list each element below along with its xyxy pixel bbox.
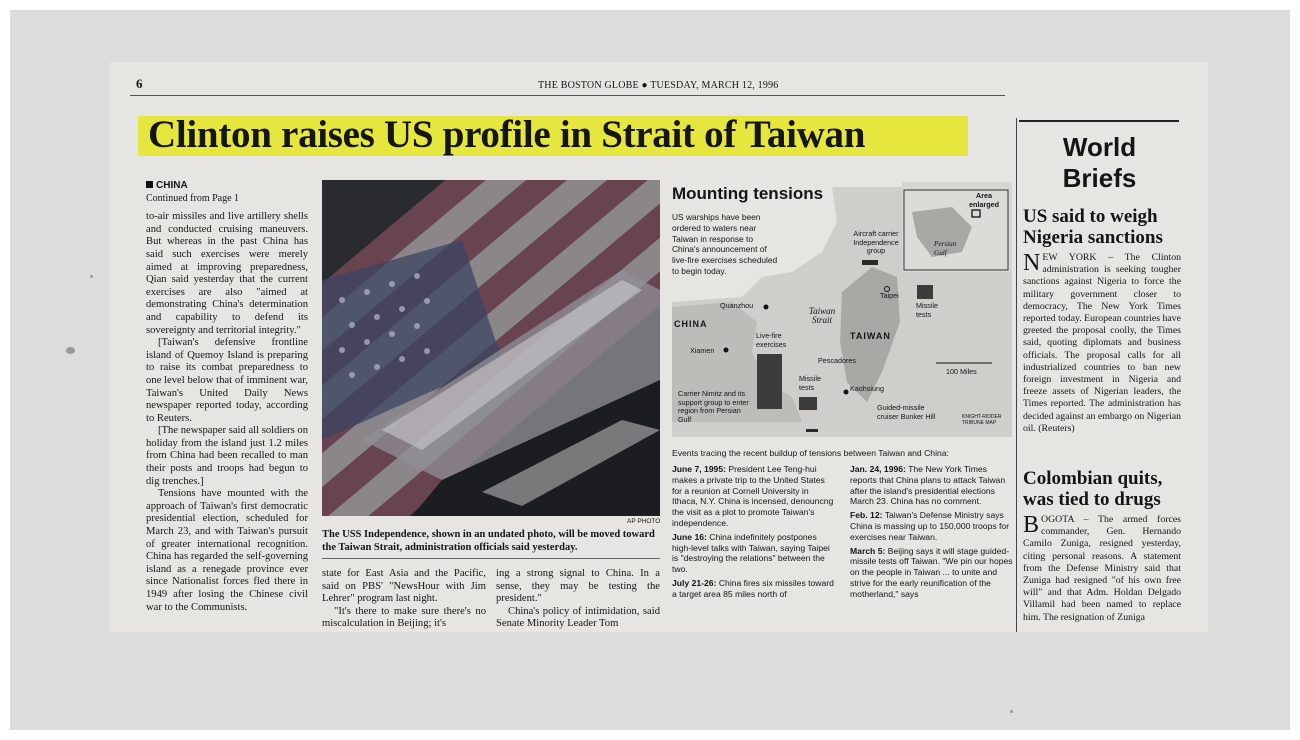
- article-paragraph: China's policy of intimidation, said Senate Minority Leader Tom: [496, 605, 660, 630]
- timeline-entry: June 16: China indefinitely postpones high-level talks with Taiwan, saying Taipei is "destroying the relations" between the two.: [672, 531, 830, 575]
- map-label-strait: Taiwan Strait: [808, 306, 836, 325]
- article-column-2: [322, 568, 486, 632]
- map-credit: KNIGHT-RIDDER TRIBUNE MAP: [962, 414, 1002, 426]
- article-column-1: [146, 180, 308, 632]
- map-label-bunker-hill: Guided-missile cruiser Bunker Hill: [877, 403, 936, 421]
- brief-headline: Colombian quits, was tied to drugs: [1023, 468, 1163, 510]
- map-label-pescadores: Pescadores: [818, 356, 856, 365]
- article-paragraph: Tensions have mounted with the approach of Taiwan's first democratic presidential election, scheduled for March 23, and with Taiwan's pursuit of greater international recognition. China has regarded the self-governing island as a renegade province ever since Nationalist forces fled there in 1949 after losing the Chinese civil war to the Communists.: [146, 488, 308, 613]
- page-number: 6: [136, 76, 143, 91]
- dust-speck: [90, 275, 93, 278]
- timeline-entry: March 5: Beijing says it will stage guided-missile tests off Taiwan. "We pin our hopes on the people in Taiwan ... to unite and strive for the early reunification of the motherland," says: [850, 545, 1013, 599]
- map-label-taiwan: TAIWAN: [850, 331, 891, 341]
- timeline-entry: June 7, 1995: President Lee Teng-hui makes a private trip to the United States for a reunion at Cornell University in Ithaca, N.Y. China is incensed, denouncng the visit as a plot to promote Taiwan's independence.: [672, 464, 834, 528]
- photo-illustration: [322, 180, 660, 516]
- newspaper-clipping: [110, 62, 1208, 632]
- briefs-top-rule: [1019, 120, 1179, 122]
- map-label-china: CHINA: [674, 319, 708, 329]
- map-label-xiamen: Xiamen: [690, 346, 715, 355]
- map-label-kaohsiung: Kaohsiung: [850, 384, 884, 393]
- briefs-title: World Briefs: [1062, 132, 1137, 193]
- article-paragraph: [The newspaper said all soldiers on holiday from the island just 1.2 miles from China had been recalled to man their posts and troops had begun to dig trenches.]: [146, 425, 308, 487]
- map-scale-label: 100 Miles: [946, 367, 977, 376]
- section-kicker: CHINA: [146, 180, 308, 193]
- brief-body: BOGOTA – The armed forces commander, Gen. Hernando Camilo Zuniga, resigned yesterday, citing personal reasons. A statement from the Defense Ministry said that Zuniga had resigned "of his own free will" and that Adm. Holdan Delgado Villamil had been named to replace him. The resignation of Zuniga: [1023, 514, 1181, 623]
- dust-speck: [66, 347, 75, 354]
- world-briefs-column: [1016, 118, 1182, 632]
- graphic-intro: US warships have been ordered to waters near Taiwan in response to China's announcement of live-fire exercises scheduled to begin today.: [672, 212, 778, 276]
- article-paragraph: to-air missiles and live artillery shells and conducted cruising maneuvers. But whereas in the past China has said such exercises were merely aimed at improving preparedness, Qian said yesterday that the current exercises are also "aimed at demonstrating China's determination and capability to defend its sovereignty and territorial integrity.": [146, 211, 308, 336]
- article-paragraph: state for East Asia and the Pacific, said on PBS' "NewsHour with Jim Lehrer" program last night.: [322, 568, 486, 605]
- article-paragraph: "It's there to make sure there's no miscalculation in Beijing; it's: [322, 605, 486, 630]
- article-column-3: [496, 568, 660, 632]
- timeline-entry: Jan. 24, 1996: The New York Times reports that China plans to attack Taiwan after the island's presidential elections March 23. China has no comment.: [850, 464, 1006, 507]
- map-label-carrier-group: Aircraft carrier Independence group: [853, 229, 899, 255]
- article-paragraph: ing a strong signal to China. In a sense, they may be testing the president.": [496, 568, 660, 605]
- headline: Clinton raises US profile in Strait of Taiwan: [148, 113, 866, 156]
- dust-speck: [1010, 710, 1013, 713]
- map-label-nimitz: Carrier Nimitz and its support group to enter region from Persian Gulf: [678, 389, 749, 424]
- top-rule: [130, 95, 1005, 96]
- carrier-flag-photo: [322, 180, 660, 516]
- graphic-title: Mounting tensions: [672, 184, 824, 203]
- photo-caption: The USS Independence, shown in an undated photo, will be moved toward the Taiwan Strait, administration officials said yesterday.: [322, 529, 655, 553]
- kicker-square-icon: [146, 181, 153, 188]
- timeline-column-right: [850, 464, 1014, 603]
- caption-rule: [322, 558, 660, 559]
- map-label-missile-tests-east: Missile tests: [916, 301, 938, 319]
- inset-label-area-enlarged: Area enlarged: [969, 191, 999, 209]
- map-label-quanzhou: Quanzhou: [720, 301, 754, 310]
- photo-credit: AP PHOTO: [627, 518, 661, 525]
- inset-label-persian-gulf: Persian Gulf: [934, 240, 957, 257]
- timeline-intro: Events tracing the recent buildup of tensions between Taiwan and China:: [672, 448, 949, 458]
- timeline-entry: Feb. 12: Taiwan's Defense Ministry says China is massing up to 150,000 troops for exercises near Taiwan.: [850, 510, 1010, 542]
- timeline-column-left: [672, 464, 836, 603]
- map-label-live-fire: Live-fire exercises: [756, 331, 787, 349]
- masthead: THE BOSTON GLOBE ● TUESDAY, MARCH 12, 1996: [538, 80, 779, 91]
- map-label-taipei: Taipei: [880, 291, 899, 300]
- map-label-missile-tests-west: Missile tests: [799, 374, 821, 392]
- timeline: [672, 448, 1013, 599]
- timeline-entry: July 21-26: China fires six missiles toward a target area 85 miles north of: [672, 577, 834, 599]
- article-paragraph: [Taiwan's defensive frontline island of Quemoy Island is preparing to raise its combat preparedness to one level below that of imminent war, Taiwan's United Daily News newspaper reported today, according to Reuters.: [146, 337, 308, 424]
- brief-body: NEW YORK – The Clinton administration is seeking tougher sanctions against Nigeria to force the military government closer to democracy, The New York Times reported today. European countries have greeted the proposal coolly, the Times said, quoting diplomats and business officials. The proposal calls for all industrialized countries to ban new foreign investment in Nigeria and freeze assets of Nigerian leaders, the Times reported. The administration has decided against an embargo on Nigerian oil. (Reuters): [1023, 250, 1181, 434]
- brief-headline: US said to weigh Nigeria sanctions: [1023, 206, 1163, 248]
- continued-line: Continued from Page 1: [146, 192, 240, 204]
